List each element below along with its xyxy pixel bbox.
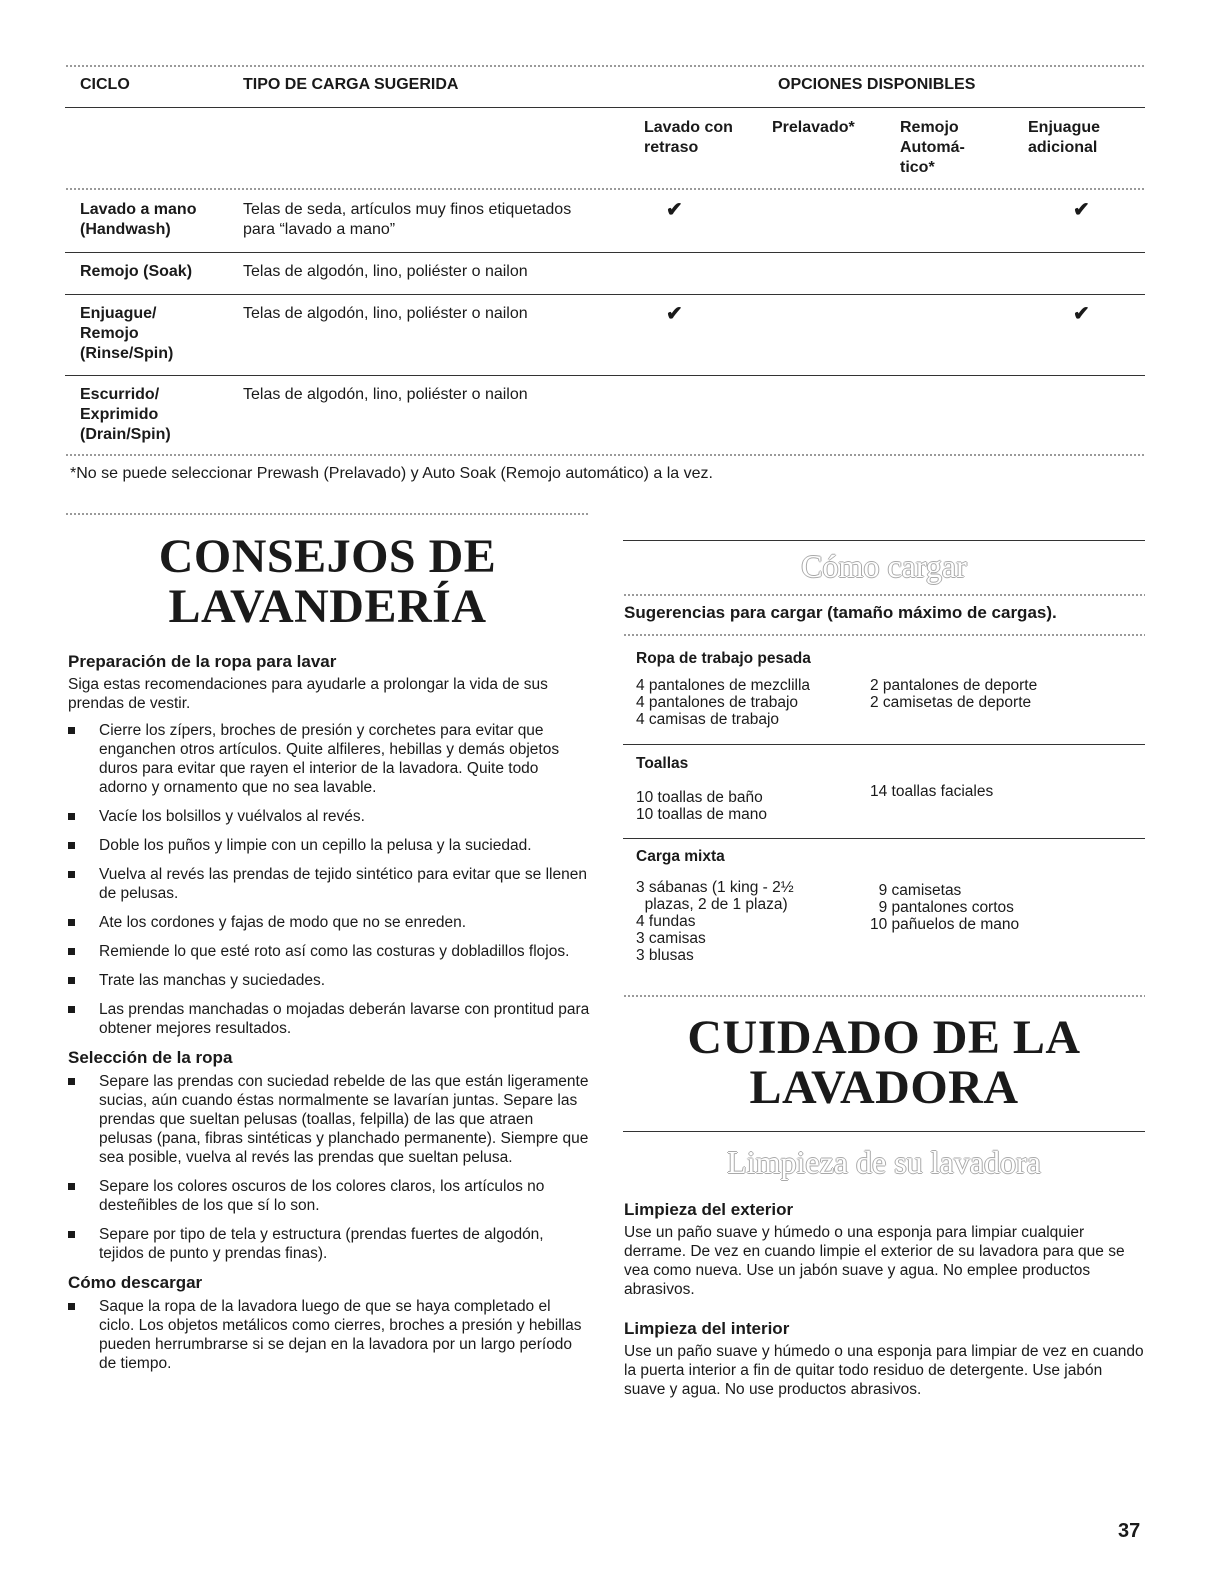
loading-subtitle: Sugerencias para cargar (tamaño máximo de cargas). <box>624 603 1057 622</box>
row-cycle: Escurrido/ Exprimido (Drain/Spin) <box>80 386 171 443</box>
load-group-right: 2 pantalones de deporte 2 camisetas de deporte <box>870 677 1038 711</box>
list-item: Trate las manchas y suciedades. <box>68 971 590 990</box>
row-load: Telas de algodón, lino, poliéster o nailon <box>243 386 528 403</box>
prep-list <box>68 721 590 1038</box>
sort-heading: Selección de la ropa <box>68 1048 233 1067</box>
list-item: Separe por tipo de tela y estructura (prendas fuertes de algodón, tejidos de punto y prendas finas). <box>68 1225 590 1263</box>
list-item: Ate los cordones y fajas de modo que no se enreden. <box>68 913 590 932</box>
header-cycle: CICLO <box>80 76 130 93</box>
load-group-left: 10 toallas de baño 10 toallas de mano <box>636 789 767 823</box>
load-group-title: Ropa de trabajo pesada <box>636 650 811 667</box>
list-item: Las prendas manchadas o mojadas deberán lavarse con prontitud para obtener mejores resultados. <box>68 1000 590 1038</box>
washer-care-title: CUIDADO DE LA LAVADORA <box>687 1011 1081 1114</box>
list-item: Vuelva al revés las prendas de tejido sintético para evitar que se llenen de pelusas. <box>68 865 590 903</box>
check-icon: ✔ <box>666 199 683 221</box>
row-cycle: Remojo (Soak) <box>80 263 193 280</box>
option-extra-rinse: Enjuague adicional <box>1028 119 1101 156</box>
exterior-heading: Limpieza del exterior <box>624 1200 794 1219</box>
table-rule <box>65 107 1145 108</box>
laundry-tips-body <box>68 652 590 1383</box>
row-load: Telas de algodón, lino, poliéster o nailon <box>243 263 528 280</box>
option-prewash: Prelavado* <box>772 119 855 136</box>
row-divider <box>65 252 1145 253</box>
row-cycle: Lavado a mano (Handwash) <box>80 201 197 238</box>
table-bottom-dots <box>65 453 1145 457</box>
prep-intro: Siga estas recomendaciones para ayudarle a prolongar la vida de sus prendas de vestir. <box>68 676 548 712</box>
laundry-tips-title: CONSEJOS DE LAVANDERÍA <box>158 530 497 633</box>
interior-text: Use un paño suave y húmedo o una esponja para limpiar de vez en cuando la puerta interior a fin de quitar todo residuo de detergente. Use jabón suave y agua. No use productos abrasivos. <box>624 1343 1144 1398</box>
loading-title: Cómo cargar <box>801 548 967 584</box>
list-item: Separe las prendas con suciedad rebelde de las que están ligeramente sucias, aún cuando éstas normalmente se lavarían juntas. Separe las prendas que sueltan pelusas (toallas, felpilla) de las que atraen pelusas (pana, fibras sintéticas y planchado permanente). Siempre que sea posible, vuelva al revés las prendas que sueltan pelusa. <box>68 1072 590 1167</box>
load-divider <box>623 838 1145 839</box>
section-dots <box>65 512 590 516</box>
list-item: Vacíe los bolsillos y vuélvalos al revés. <box>68 807 590 826</box>
prep-heading: Preparación de la ropa para lavar <box>68 652 337 671</box>
care-top-rule <box>623 1131 1145 1132</box>
check-icon: ✔ <box>666 303 683 325</box>
list-item: Cierre los zípers, broches de presión y corchetes para evitar que enganchen otros artículos. Quite alfileres, hebillas y demás objetos duros para evitar que rayen el interior de la lavadora. Quite todo adorno y ornamento que no sea lavable. <box>68 721 590 797</box>
list-item: Doble los puños y limpie con un cepillo la pelusa y la suciedad. <box>68 836 590 855</box>
row-load: Telas de algodón, lino, poliéster o nailon <box>243 305 528 322</box>
washer-care-body <box>624 1200 1144 1399</box>
load-group-right: 9 camisetas 9 pantalones cortos 10 pañuelos de mano <box>870 882 1020 933</box>
unload-list <box>68 1297 590 1373</box>
row-cycle: Enjuague/ Remojo (Rinse/Spin) <box>80 305 174 362</box>
option-auto-soak: Remojo Automá- tico* <box>900 119 965 176</box>
table-footnote: *No se puede seleccionar Prewash (Prelavado) y Auto Soak (Remojo automático) a la vez. <box>70 465 713 482</box>
row-divider <box>65 294 1145 295</box>
section-dots <box>623 994 1145 998</box>
list-item: Saque la ropa de la lavadora luego de que se haya completado el ciclo. Los objetos metálicos como cierres, broches a presión y hebillas pueden herrumbrarse si se dejan en la lavadora por un largo período de tiempo. <box>68 1297 590 1373</box>
loading-dots <box>623 633 1145 637</box>
table-header-dots <box>65 187 1145 191</box>
load-group-title: Carga mixta <box>636 848 725 865</box>
row-divider <box>65 375 1145 376</box>
interior-heading: Limpieza del interior <box>624 1319 790 1338</box>
load-group-left: 4 pantalones de mezclilla 4 pantalones de trabajo 4 camisas de trabajo <box>636 677 811 728</box>
load-group-left: 3 sábanas (1 king - 2½ plazas, 2 de 1 plaza) 4 fundas 3 camisas 3 blusas <box>636 879 794 964</box>
row-load: Telas de seda, artículos muy finos etiquetados para “lavado a mano” <box>243 201 572 238</box>
load-group-right: 14 toallas faciales <box>870 783 994 800</box>
header-load-type: TIPO DE CARGA SUGERIDA <box>243 76 459 93</box>
loading-top-rule <box>623 540 1145 541</box>
unload-heading: Cómo descargar <box>68 1273 203 1292</box>
load-divider <box>623 744 1145 745</box>
loading-dots <box>623 593 1145 597</box>
check-icon: ✔ <box>1073 303 1090 325</box>
exterior-text: Use un paño suave y húmedo o una esponja para limpiar cualquier derrame. De vez en cuando limpie el exterior de su lavadora para que se vea como nueva. Use un jabón suave y agua. No emplee productos abrasivos. <box>624 1224 1125 1298</box>
check-icon: ✔ <box>1073 199 1090 221</box>
list-item: Remiende lo que esté roto así como las costuras y dobladillos flojos. <box>68 942 590 961</box>
list-item: Separe los colores oscuros de los colores claros, los artículos no desteñibles de los que sí lo son. <box>68 1177 590 1215</box>
table-top-dots <box>65 64 1145 68</box>
care-subtitle: Limpieza de su lavadora <box>727 1144 1041 1180</box>
page-number: 37 <box>1118 1520 1141 1542</box>
load-group-title: Toallas <box>636 755 689 772</box>
option-delay-wash: Lavado con retraso <box>644 119 733 156</box>
sort-list <box>68 1072 590 1263</box>
header-options: OPCIONES DISPONIBLES <box>778 76 976 93</box>
